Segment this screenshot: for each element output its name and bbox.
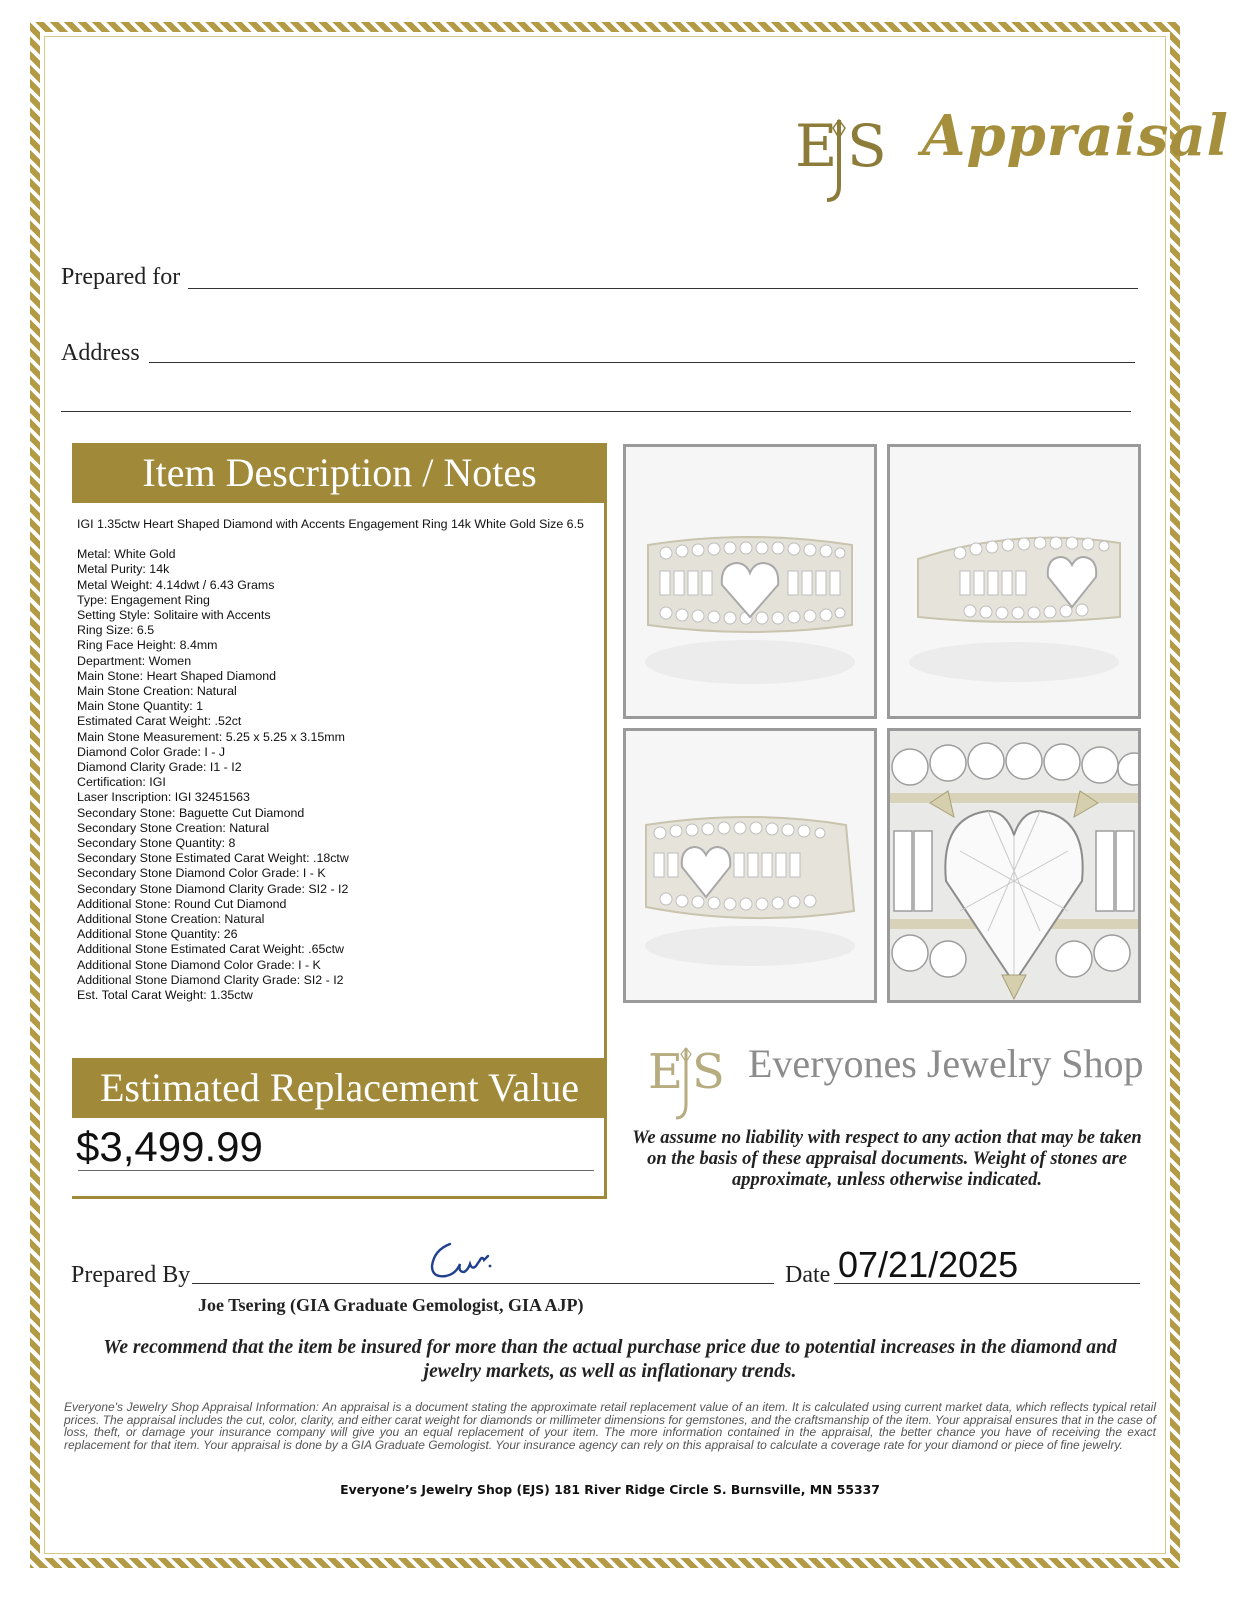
- shop-logo: [648, 1040, 726, 1122]
- spec-line: Secondary Stone: Baguette Cut Diamond: [77, 805, 305, 820]
- prepared-by-label: Prepared By: [71, 1262, 191, 1288]
- appraisal-information: Everyone's Jewelry Shop Appraisal Information: An appraisal is a document stating the approximate retail replacement value of an item. It is calculated using current market data, which reflects typical retail prices. The appraisal includes the cut, color, clarity, and either carat weight for diamonds or millimeter dimensions for gemstones, and the craftsmanship of the item. Your appraisal ensures that in the case of loss, theft, or damage your insurance company will give you an equal replacement of your item. The more information contained in the appraisal, the better chance you have of receiving the exact replacement for that item. Your appraisal is done by a GIA Graduate Gemologist. Your insurance agency can rely on this appraisal to calculate a coverage rate for your diamond or piece of fine jewelry.: [64, 1400, 1156, 1452]
- spec-line: Metal: White Gold: [77, 547, 176, 562]
- spec-line: Metal Weight: 4.14dwt / 6.43 Grams: [77, 577, 275, 592]
- shop-name: Everyones Jewelry Shop: [748, 1041, 1144, 1086]
- spec-line: Certification: IGI: [77, 775, 166, 790]
- spec-line: Metal Purity: 14k: [77, 562, 170, 577]
- spec-line: Secondary Stone Diamond Color Grade: I - K: [77, 866, 326, 881]
- shop-address: Everyone’s Jewelry Shop (EJS) 181 River Ridge Circle S. Burnsville, MN 55337: [340, 1482, 880, 1497]
- ring-photo-closeup: [887, 728, 1141, 1003]
- svg-text:S: S: [692, 1044, 725, 1100]
- spec-line: Main Stone Measurement: 5.25 x 5.25 x 3.15mm: [77, 729, 345, 744]
- ring-photo-front: [623, 444, 877, 719]
- spec-line: Additional Stone Diamond Color Grade: I - K: [77, 957, 321, 972]
- spec-line: Estimated Carat Weight: .52ct: [77, 714, 242, 729]
- spec-line: Diamond Clarity Grade: I1 - I2: [77, 760, 242, 775]
- spec-line: Secondary Stone Quantity: 8: [77, 836, 236, 851]
- spec-line: Type: Engagement Ring: [77, 592, 210, 607]
- value-underline: [78, 1170, 594, 1171]
- spec-line: Additional Stone Estimated Carat Weight: .65ctw: [77, 942, 344, 957]
- date-value: 07/21/2025: [838, 1244, 1019, 1285]
- ring-photo-side: [623, 728, 877, 1003]
- insurance-recommendation: We recommend that the item be insured for more than the actual purchase price due to potential increases in the diamond and jewelry markets, as well as inflationary trends.: [103, 1337, 1117, 1382]
- replacement-value-heading: Estimated Replacement Value: [72, 1058, 607, 1118]
- spec-line: Diamond Color Grade: I - J: [77, 744, 226, 759]
- item-description: [77, 517, 587, 1003]
- spec-line: Additional Stone Diamond Clarity Grade: SI2 - I2: [77, 972, 344, 987]
- ejs-logo: [795, 108, 887, 204]
- prepared-for-line[interactable]: [188, 288, 1138, 289]
- spec-line: Setting Style: Solitaire with Accents: [77, 608, 271, 623]
- shop-monogram-icon: [648, 1040, 726, 1122]
- ring-photo-angle: [887, 444, 1141, 719]
- item-description-heading: Item Description / Notes: [72, 443, 607, 503]
- spec-line: Department: Women: [77, 653, 192, 668]
- svg-text:E: E: [648, 1044, 684, 1100]
- spec-line: Ring Size: 6.5: [77, 623, 155, 638]
- handwritten-signature-icon: [428, 1238, 494, 1284]
- spec-line: Additional Stone: Round Cut Diamond: [77, 896, 287, 911]
- address-line-1[interactable]: [149, 362, 1135, 363]
- spec-line: Additional Stone Quantity: 26: [77, 927, 238, 942]
- gemologist-name: Joe Tsering (GIA Graduate Gemologist, GIA AJP): [198, 1295, 584, 1315]
- spec-line: Ring Face Height: 8.4mm: [77, 638, 218, 653]
- spec-line: Main Stone Creation: Natural: [77, 684, 237, 699]
- spec-line: Additional Stone Creation: Natural: [77, 912, 265, 927]
- spec-line: Est. Total Carat Weight: 1.35ctw: [77, 988, 253, 1003]
- appraisal-title: Appraisal: [922, 103, 1229, 169]
- spec-line: Laser Inscription: IGI 32451563: [77, 790, 250, 805]
- spec-line: Secondary Stone Diamond Clarity Grade: SI2 - I2: [77, 881, 349, 896]
- signature-mark: [428, 1238, 494, 1284]
- ejs-monogram-icon: [795, 108, 887, 204]
- date-label: Date: [785, 1262, 831, 1288]
- spec-line: Main Stone Quantity: 1: [77, 699, 204, 714]
- address-label: Address: [61, 340, 140, 366]
- address-line-2[interactable]: [61, 411, 1131, 412]
- item-summary: IGI 1.35ctw Heart Shaped Diamond with Accents Engagement Ring 14k White Gold Size 6.5: [77, 517, 584, 531]
- spec-line: Main Stone: Heart Shaped Diamond: [77, 668, 277, 683]
- svg-text:S: S: [847, 112, 887, 180]
- liability-disclaimer: We assume no liability with respect to any action that may be taken on the basis of these appraisal documents. Weight of stones are approximate, unless otherwise indicated.: [632, 1128, 1142, 1190]
- svg-text:E: E: [795, 112, 838, 180]
- spec-list: [77, 547, 587, 1003]
- replacement-value-amount: $3,499.99: [76, 1123, 263, 1170]
- spec-line: Secondary Stone Estimated Carat Weight: .18ctw: [77, 851, 349, 866]
- prepared-for-label: Prepared for: [61, 264, 181, 290]
- spec-line: Secondary Stone Creation: Natural: [77, 820, 270, 835]
